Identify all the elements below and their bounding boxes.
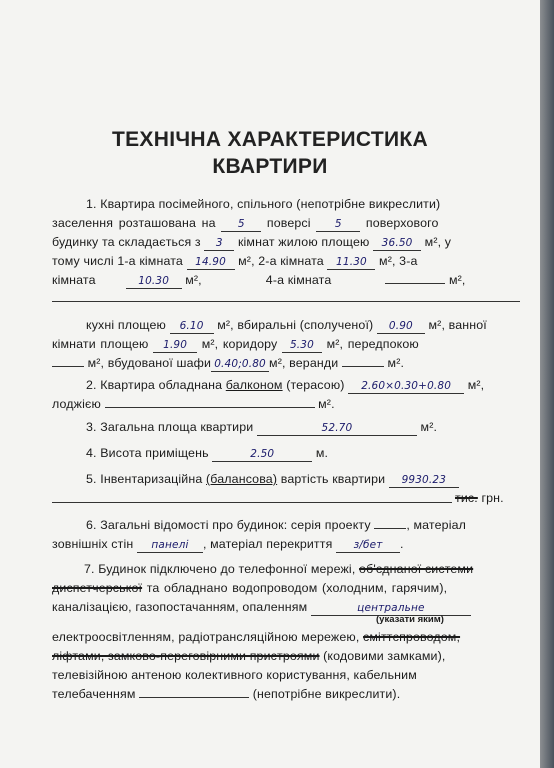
- s6-line-1: 6. Загальні відомості про будинок: серія проекту , матеріал: [86, 518, 467, 532]
- walls-material-value: панелі: [137, 539, 203, 553]
- room2-value: 11.30: [327, 256, 375, 270]
- s1-line-7: кімнати площею 1.90 м², коридору 5.30 м², передпокою: [52, 337, 419, 351]
- floor-value: 5: [221, 218, 261, 232]
- s1-line-2: заселення розташована на 5 поверсі 5 поверхового: [52, 216, 439, 230]
- s5-line-2: тис. грн.: [455, 491, 504, 505]
- s2-line-1: 2. Квартира обладнана балконом (терасою) 2.60×0.30+0.80 м²,: [86, 378, 485, 392]
- floors-total-value: 5: [316, 218, 360, 232]
- living-area-value: 36.50: [373, 237, 421, 251]
- balcony-value: 2.60×0.30+0.80: [348, 380, 464, 394]
- s1-line-5: кімната 10.30 м², 4-а кімната м²,: [52, 273, 466, 287]
- s7-line-6: телевізійною антеною колективного користування, кабельним: [52, 668, 417, 682]
- total-area-value: 52.70: [257, 422, 417, 436]
- s3-line: 3. Загальна площа квартири 52.70 м².: [86, 420, 438, 434]
- s1-line-3: будинку та складається з 3 кімнат жилою площею 36.50 м², у: [52, 235, 452, 249]
- page-title: ТЕХНІЧНА ХАРАКТЕРИСТИКА: [112, 128, 428, 151]
- s7-line-3: каналізацією, газопостачанням, опаленням центральне: [52, 599, 471, 616]
- s5-line-1: 5. Інвентаризаційна (балансова) вартість квартири 9930.23: [86, 471, 459, 488]
- bath-value: 1.90: [153, 339, 197, 353]
- inventory-value: 9930.23: [389, 474, 459, 488]
- corridor-value: 5.30: [282, 339, 322, 353]
- background-edge: [540, 0, 554, 768]
- room3-value: 10.30: [126, 275, 182, 289]
- s7-line-7: телебаченням (непотрібне викреслити).: [52, 687, 401, 701]
- page-subtitle: КВАРТИРИ: [212, 155, 328, 178]
- heating-hint: (указати яким): [376, 614, 444, 625]
- kitchen-value: 6.10: [170, 320, 214, 334]
- s1-blank-rule: [52, 301, 520, 302]
- wc-value: 0.90: [377, 320, 425, 334]
- height-value: 2.50: [212, 448, 312, 462]
- s5-blank-rule: [52, 502, 452, 503]
- s7-line-5: ліфтами, замково-переговірними пристроями (кодовими замками),: [52, 649, 446, 663]
- heating-value: центральне: [311, 602, 471, 616]
- rooms-value: 3: [204, 237, 234, 251]
- s4-line: 4. Висота приміщень 2.50 м.: [86, 446, 329, 460]
- s1-line-4: тому числі 1-а кімната 14.90 м², 2-а кімната 11.30 м², 3-а: [52, 254, 418, 268]
- room1-value: 14.90: [187, 256, 235, 270]
- s2-line-2: лоджією м².: [52, 397, 335, 411]
- s6-line-2: зовнішніх стін панелі , матеріал перекриття з/бет .: [52, 537, 404, 551]
- s7-line-1: 7. Будинок підключено до телефонної мережі, об'єднаної системи: [84, 562, 474, 576]
- slab-material-value: з/бет: [336, 539, 400, 553]
- s1-line-6: кухні площею 6.10 м², вбиральні (сполученої) 0.90 м², ванної: [86, 318, 487, 332]
- s7-line-2: диспетчерської та обладнано водопроводом (холодним, гарячим),: [52, 581, 448, 595]
- s7-line-4: електроосвітленням, радіотрансляційною мережею, сміттєпроводом,: [52, 630, 461, 644]
- s1-line-1: 1. Квартира посімейного, спільного (непотрібне викреслити): [86, 197, 441, 211]
- wardrobe-value: 0.40;0.80: [211, 358, 269, 372]
- s1-line-8: м², вбудованої шафи 0.40;0.80 м², веранди м².: [52, 355, 404, 372]
